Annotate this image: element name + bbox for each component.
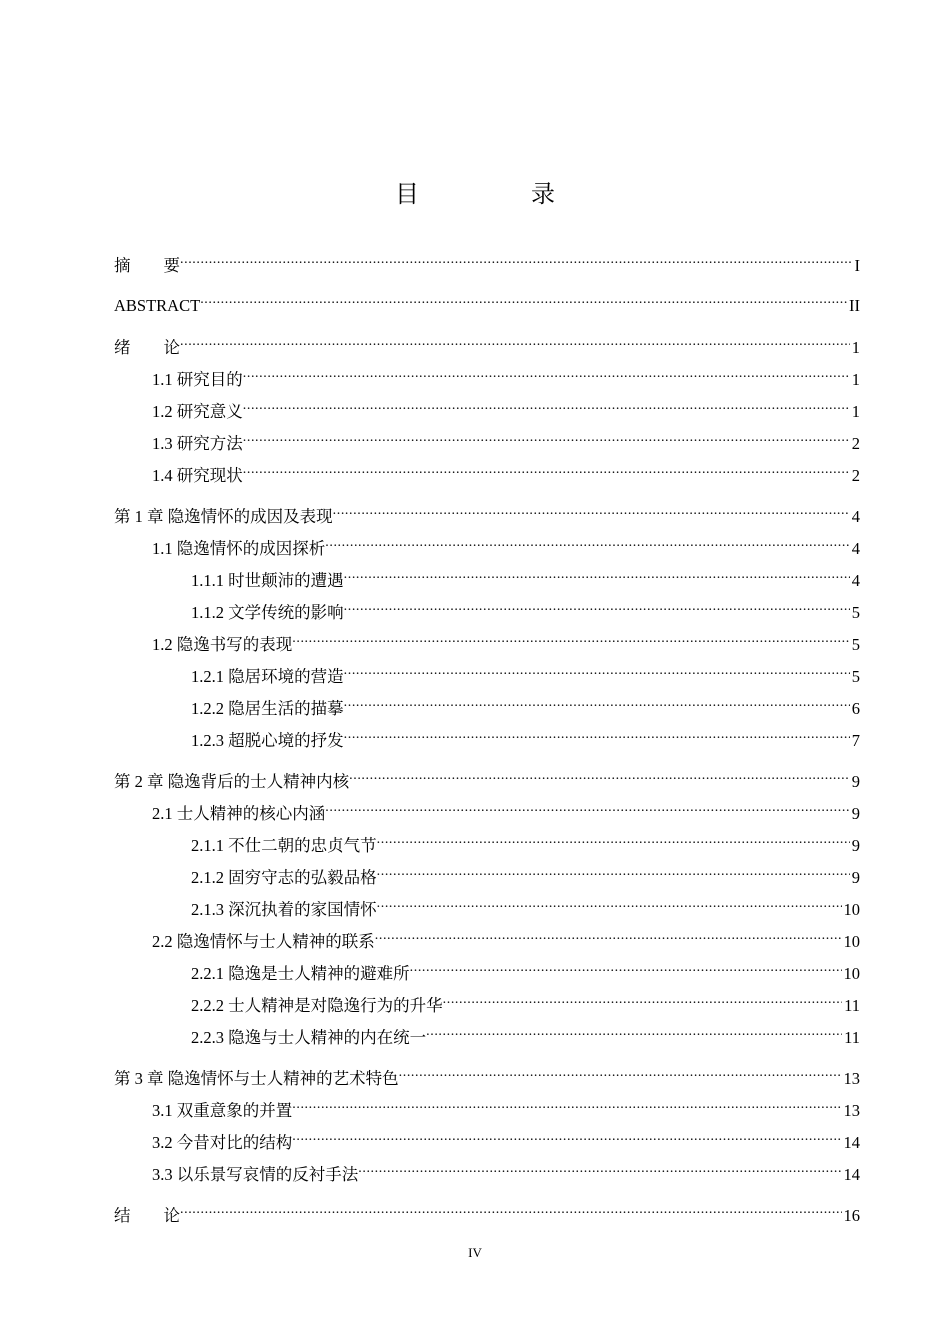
toc-entry-page-number: 5 [851,667,860,686]
toc-entry[interactable] [191,827,860,855]
toc-dot-leader [344,658,850,682]
toc-entry[interactable] [152,361,860,389]
toc-entry-page-number: 10 [843,932,860,951]
toc-entry[interactable] [191,690,860,718]
toc-dot-leader [243,457,850,481]
toc-entry[interactable] [191,658,860,686]
toc-dot-leader [180,329,850,353]
toc-entry[interactable] [114,329,860,357]
toc-dot-leader [333,498,850,522]
toc-entry-page-number: 11 [844,996,860,1015]
toc-entry-label: 1.2.2 隐居生活的描摹 [191,699,344,718]
toc-entry-label: 第 1 章 隐逸情怀的成因及表现 [114,507,333,526]
toc-entry[interactable] [191,891,860,919]
toc-entry-label: 2.1.2 固穷守志的弘毅品格 [191,868,377,887]
toc-dot-leader [377,891,842,915]
toc-entry-page-number: 10 [843,900,860,919]
toc-dot-leader [349,763,850,787]
toc-entry-page-number: 2 [851,466,860,485]
toc-entry-page-number: 4 [851,571,860,590]
toc-dot-leader [399,1060,842,1084]
toc-entry-label: 2.2 隐逸情怀与士人精神的联系 [152,932,375,951]
toc-entry[interactable] [114,1060,860,1088]
toc-entry-page-number: 6 [851,699,860,718]
toc-dot-leader [243,393,850,417]
toc-entry-label: 2.2.2 士人精神是对隐逸行为的升华 [191,996,443,1015]
toc-dot-leader [344,562,850,586]
toc-entry-page-number: 5 [851,603,860,622]
toc-entry-label: 摘 要 [114,256,180,275]
toc-entry-page-number: 9 [851,868,860,887]
toc-dot-leader [358,1156,841,1180]
toc-dot-leader [344,722,850,746]
toc-entry-page-number: 7 [851,731,860,750]
toc-entry-label: 2.2.3 隐逸与士人精神的内在统一 [191,1028,427,1047]
toc-entry-label: 第 2 章 隐逸背后的士人精神内核 [114,772,350,791]
toc-entry-label: 1.3 研究方法 [152,434,243,453]
toc-entry-label: 2.2.1 隐逸是士人精神的避难所 [191,964,410,983]
toc-dot-leader [410,955,842,979]
toc-entry-page-number: 16 [843,1206,860,1225]
toc-entry[interactable] [152,626,860,654]
toc-dot-leader [344,690,850,714]
toc-entry-page-number: 1 [851,402,860,421]
toc-entry-page-number: 4 [851,507,860,526]
toc-entry[interactable] [191,722,860,750]
toc-dot-leader [180,1197,842,1221]
toc-entry-label: 1.2 隐逸书写的表现 [152,635,293,654]
toc-entry[interactable] [152,923,860,951]
toc-dot-leader [292,626,850,650]
toc-entry-label: 第 3 章 隐逸情怀与士人精神的艺术特色 [114,1069,399,1088]
toc-entry-page-number: 9 [851,836,860,855]
toc-dot-leader [443,987,842,1011]
toc-dot-leader [292,1092,841,1116]
toc-dot-leader [243,361,850,385]
toc-entry-label: 1.2.1 隐居环境的营造 [191,667,344,686]
toc-entry-label: 1.1 隐逸情怀的成因探析 [152,539,326,558]
toc-entry-label: 1.4 研究现状 [152,466,243,485]
toc-entry-page-number: 14 [843,1133,860,1152]
toc-dot-leader [200,287,847,311]
toc-entry-page-number: 13 [843,1069,860,1088]
toc-entry[interactable] [152,1124,860,1152]
toc-entry[interactable] [152,795,860,823]
toc-entry[interactable] [191,562,860,590]
toc-dot-leader [344,594,850,618]
toc-entry[interactable] [114,247,860,275]
toc-entry-label: 3.3 以乐景写哀情的反衬手法 [152,1165,359,1184]
toc-entry[interactable] [152,457,860,485]
toc-entry-label: 绪 论 [114,338,180,357]
toc-entry[interactable] [191,987,860,1015]
toc-dot-leader [375,923,842,947]
toc-entry-page-number: 5 [851,635,860,654]
toc-dot-leader [377,859,850,883]
toc-entry[interactable] [191,1019,860,1047]
toc-entry[interactable] [152,393,860,421]
toc-entry-page-number: 4 [851,539,860,558]
toc-entry-page-number: 1 [851,338,860,357]
page-title: 目 录 [395,182,599,208]
toc-entry-label: 2.1.3 深沉执着的家国情怀 [191,900,377,919]
toc-entry-page-number: 2 [851,434,860,453]
toc-entry-page-number: II [849,296,860,315]
toc-entry[interactable] [114,763,860,791]
toc-entry-label: 结 论 [114,1206,180,1225]
toc-dot-leader [377,827,850,851]
toc-entry[interactable] [114,498,860,526]
toc-entry-label: 1.1.1 时世颠沛的遭遇 [191,571,344,590]
page-number-footer: IV [468,1245,482,1260]
toc-entry-label: 2.1.1 不仕二朝的忠贞气节 [191,836,377,855]
toc-dot-leader [426,1019,842,1043]
toc-entry[interactable] [114,1197,860,1225]
toc-entry[interactable] [191,594,860,622]
toc-entry[interactable] [114,287,860,315]
toc-entry-label: 1.1.2 文学传统的影响 [191,603,344,622]
toc-entry-page-number: I [854,256,860,275]
toc-entry[interactable] [152,1092,860,1120]
toc-dot-leader [325,530,850,554]
toc-entry-page-number: 10 [843,964,860,983]
toc-entry-page-number: 9 [851,772,860,791]
toc-entry-page-number: 13 [843,1101,860,1120]
toc-dot-leader [292,1124,841,1148]
toc-entry-label: 3.1 双重意象的并置 [152,1101,293,1120]
toc-entry-label: 2.1 士人精神的核心内涵 [152,804,326,823]
toc-entry-label: 1.1 研究目的 [152,370,243,389]
toc-dot-leader [325,795,850,819]
toc-entry[interactable] [191,955,860,983]
toc-entry-page-number: 11 [844,1028,860,1047]
toc-entry-label: ABSTRACT [114,296,201,315]
toc-entry-page-number: 9 [851,804,860,823]
toc-dot-leader [243,425,850,449]
toc-entry-page-number: 14 [843,1165,860,1184]
toc-entry-page-number: 1 [851,370,860,389]
toc-entry[interactable] [152,425,860,453]
toc-entry[interactable] [191,859,860,887]
toc-entry-label: 1.2.3 超脱心境的抒发 [191,731,344,750]
toc-dot-leader [180,247,853,271]
toc-entry[interactable] [152,530,860,558]
toc-entry[interactable] [152,1156,860,1184]
toc-entry-label: 1.2 研究意义 [152,402,243,421]
toc-entry-label: 3.2 今昔对比的结构 [152,1133,293,1152]
